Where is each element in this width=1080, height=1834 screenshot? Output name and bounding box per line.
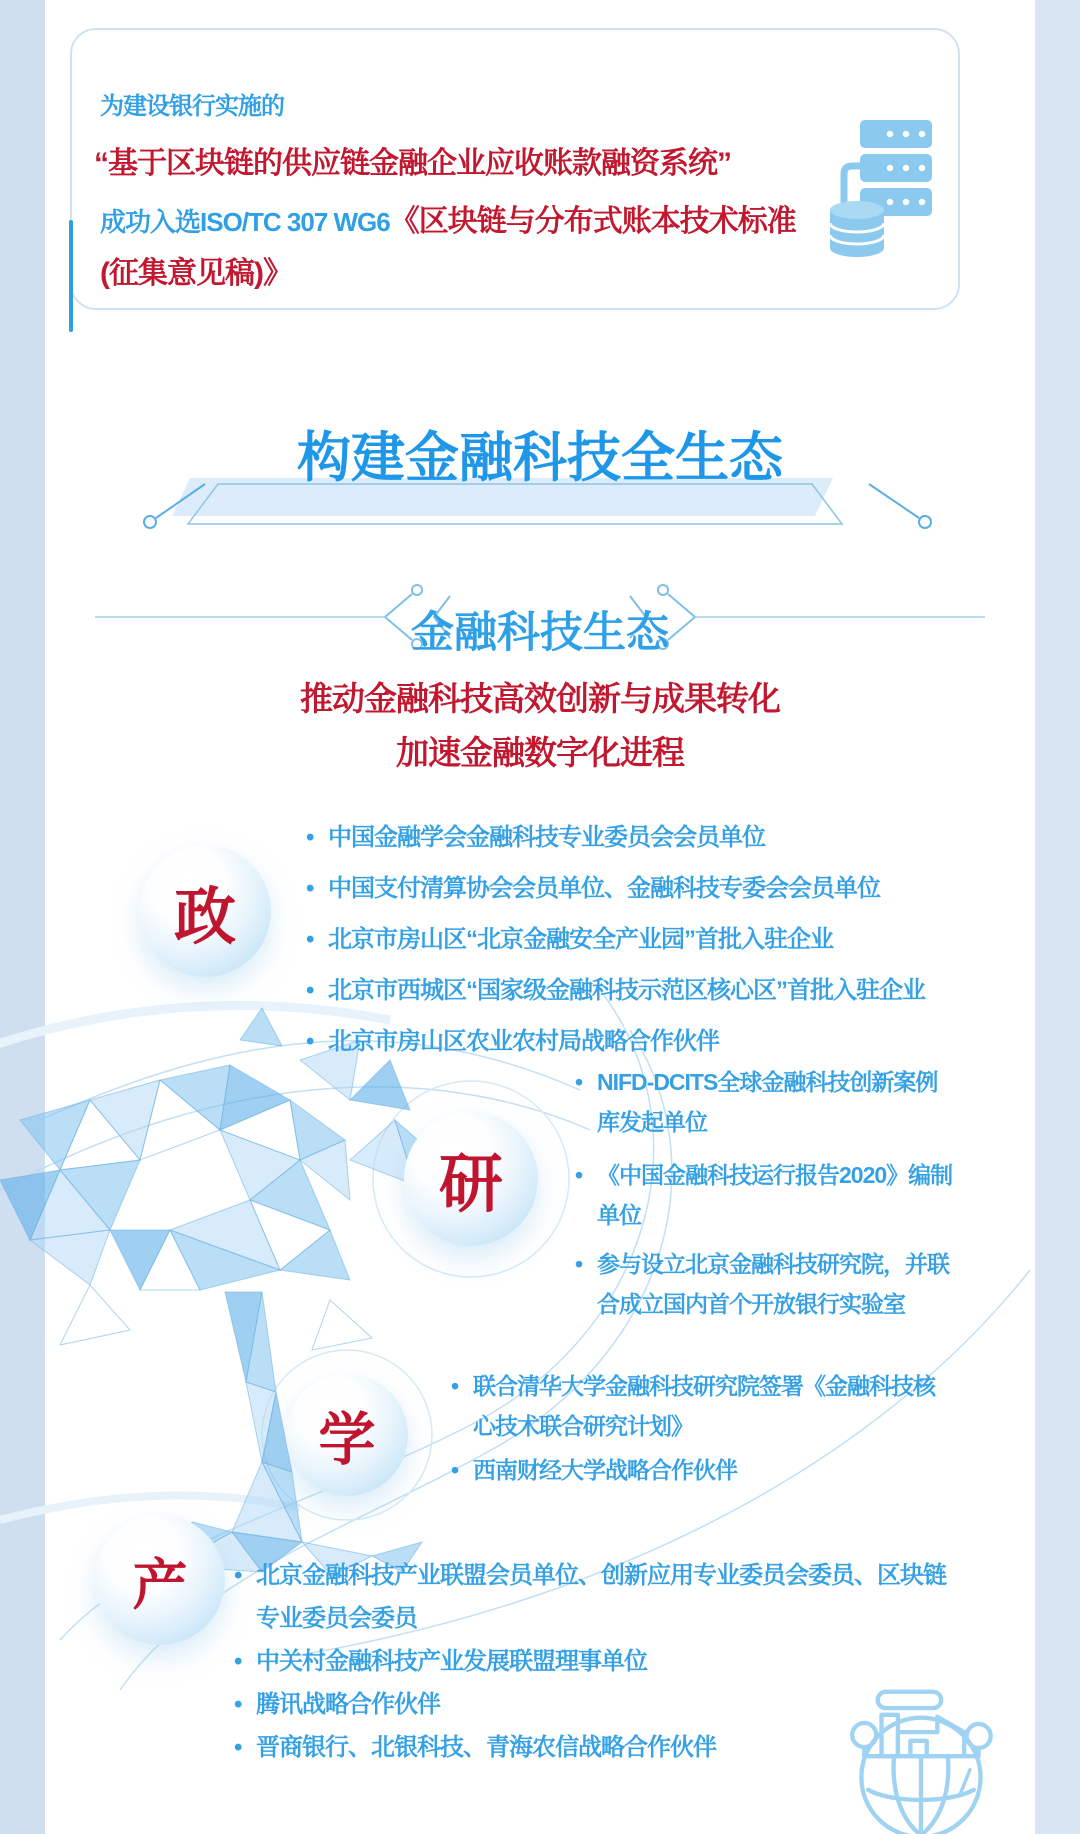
list-item-continued: 合成立国内首个开放银行实验室	[597, 1291, 905, 1317]
list-item: • 《中国金融科技运行报告2020》编制	[575, 1155, 952, 1195]
industry-list	[234, 1554, 946, 1769]
list-item: • 北京市房山区“北京金融安全产业园”首批入驻企业	[306, 914, 925, 965]
card-result-text	[100, 198, 800, 302]
bubble-government	[139, 845, 271, 977]
list-item: • 腾讯战略合作伙伴	[234, 1683, 946, 1726]
server-database-icon	[830, 110, 940, 260]
list-item: • 北京市西城区“国家级金融科技示范区核心区”首批入驻企业	[306, 965, 925, 1016]
card-result-blue: 成功入选ISO/TC 307 WG6	[100, 207, 390, 237]
award-card	[70, 28, 960, 310]
list-item: • 西南财经大学战略合作伙伴	[451, 1450, 935, 1490]
page-title: 构建金融科技全生态	[297, 428, 783, 488]
bubble-academia	[286, 1374, 408, 1496]
section-header: 金融科技生态	[411, 609, 669, 657]
list-item: • 中国支付清算协会会员单位、金融科技专委会会员单位	[306, 863, 925, 914]
list-item-continued: 专业委员会委员	[256, 1605, 417, 1632]
bubble-government-label: 政	[173, 882, 236, 952]
list-item: • 联合清华大学金融科技研究院签署《金融科技核	[451, 1366, 935, 1406]
list-item-continued: 库发起单位	[597, 1109, 707, 1135]
list-item: • 北京市房山区农业农村局战略合作伙伴	[306, 1016, 925, 1067]
card-accent-line	[69, 220, 73, 332]
government-list	[306, 812, 925, 1067]
bubble-industry-label: 产	[132, 1553, 188, 1616]
bubble-academia-label: 学	[318, 1408, 376, 1472]
bubble-industry	[95, 1515, 225, 1645]
list-item: • 北京金融科技产业联盟会员单位、创新应用专业委员会委员、区块链	[234, 1554, 946, 1597]
list-item: • 晋商银行、北银科技、青海农信战略合作伙伴	[234, 1726, 946, 1769]
subtitle-line-2: 加速金融数字化进程	[396, 734, 684, 771]
card-system-name: “基于区块链的供应链金融企业应收账款融资系统”	[94, 147, 731, 180]
list-item: • 中国金融学会金融科技专业委员会会员单位	[306, 812, 925, 863]
list-item-continued: 单位	[597, 1202, 641, 1228]
card-result-red: 《区块链与分布式账本技术标准(征集意见稿)》	[100, 205, 796, 290]
list-item: • NIFD-DCITS全球金融科技创新案例	[575, 1062, 952, 1102]
subtitle-line-1: 推动金融科技高效创新与成果转化	[300, 680, 780, 717]
bubble-research	[404, 1112, 538, 1246]
list-item: • 参与设立北京金融科技研究院，并联	[575, 1244, 952, 1284]
research-list	[575, 1062, 952, 1324]
section-subtitle	[0, 672, 1080, 780]
list-item-continued: 心技术联合研究计划》	[473, 1413, 693, 1439]
polygon-tree-graphic	[0, 1008, 465, 1576]
list-item: • 中关村金融科技产业发展联盟理事单位	[234, 1640, 946, 1683]
bubble-research-label: 研	[439, 1148, 503, 1220]
card-prefix-text: 为建设银行实施的	[100, 93, 284, 120]
academia-list	[451, 1366, 935, 1490]
